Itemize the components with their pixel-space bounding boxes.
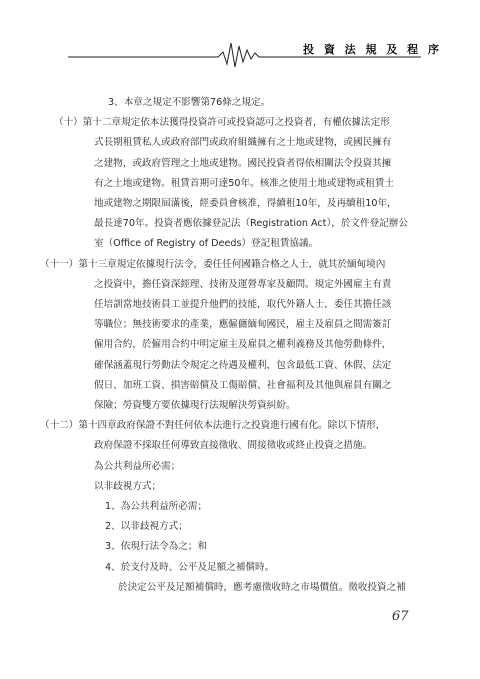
- body-line: 確保涵蓋現行勞動法令規定之待遇及權利，包含最低工資、休假、法定: [94, 359, 392, 371]
- body-line: 3、本章之規定不影響第76條之規定。: [108, 97, 271, 108]
- body-line: （十一）第十三章規定依據現行法令，委任任何國籍合格之人士，就其於緬甸境內: [40, 258, 386, 270]
- body-line: （十二）第十四章政府保證不對任何依本法進行之投資進行國有化。除以下情形，: [40, 420, 386, 432]
- body-line: 等職位；無技術要求的產業，應僱傭緬甸國民，雇主及雇員之間需簽訂: [94, 319, 392, 331]
- page-header: [0, 0, 480, 70]
- body-line: 1、為公共利益所必需；: [105, 501, 208, 512]
- body-line: 最長達70年。投資者應依據登記法（Registration Act），於文件登記辦公: [94, 218, 408, 230]
- body-line: 3、依現行法令為之；和: [105, 541, 208, 553]
- body-line: 4、於支付及時、公平及足額之補償時。: [105, 561, 275, 573]
- header-title: 投 資 法 規 及 程 序: [303, 43, 442, 56]
- body-line: 以非歧視方式；: [94, 480, 162, 492]
- body-line: 假日、加班工資、損害賠償及工傷賠償、社會福利及其他與雇員有關之: [94, 379, 392, 391]
- body-line: 有之土地或建物。租賃首期可達50年。核准之使用土地或建物或租賃土: [94, 177, 395, 189]
- body-line: 保險；勞資雙方要依據現行法規解決勞資糾紛。: [94, 400, 296, 411]
- body-line: （十）第十二章規定依本法獲得投資許可或投資認可之投資者，有權依據法定形: [54, 117, 390, 129]
- body-line: 之建物，或政府管理之土地或建物。國民投資者得依相關法令投資其擁: [94, 157, 392, 169]
- body-line: 之投資中，擔任資深經理、技術及運營專家及顧問。規定外國雇主有責: [94, 278, 392, 290]
- body-line: 政府保證不採取任何導致直接徵收、間接徵收或終止投資之措施。: [94, 440, 373, 452]
- body-line: 2、以非歧視方式；: [105, 521, 188, 533]
- body-line: 僱用合約，於僱用合約中明定雇主及雇員之權利義務及其他勞動條件，: [94, 339, 392, 351]
- page-number: 67: [392, 609, 409, 624]
- body-line: 為公共利益所必需；: [94, 460, 181, 472]
- body-line: 地或建物之期限屆滿後，經委員會核准，得續租10年，及再續租10年，: [94, 198, 397, 209]
- body-line: 任培訓當地技術員工並提升他們的技能，取代外籍人士，委任其擔任該: [94, 299, 392, 310]
- body-line: 式長期租賃私人或政府部門或政府組織擁有之土地或建物，或國民擁有: [94, 137, 392, 149]
- body-line: 室（Office of Registry of Deeds）登記租賃協議。: [94, 238, 319, 250]
- body-line: 於決定公平及足額補償時，應考慮徵收時之市場價值。徵收投資之補: [118, 581, 406, 593]
- header-rule-heartbeat: [0, 0, 480, 70]
